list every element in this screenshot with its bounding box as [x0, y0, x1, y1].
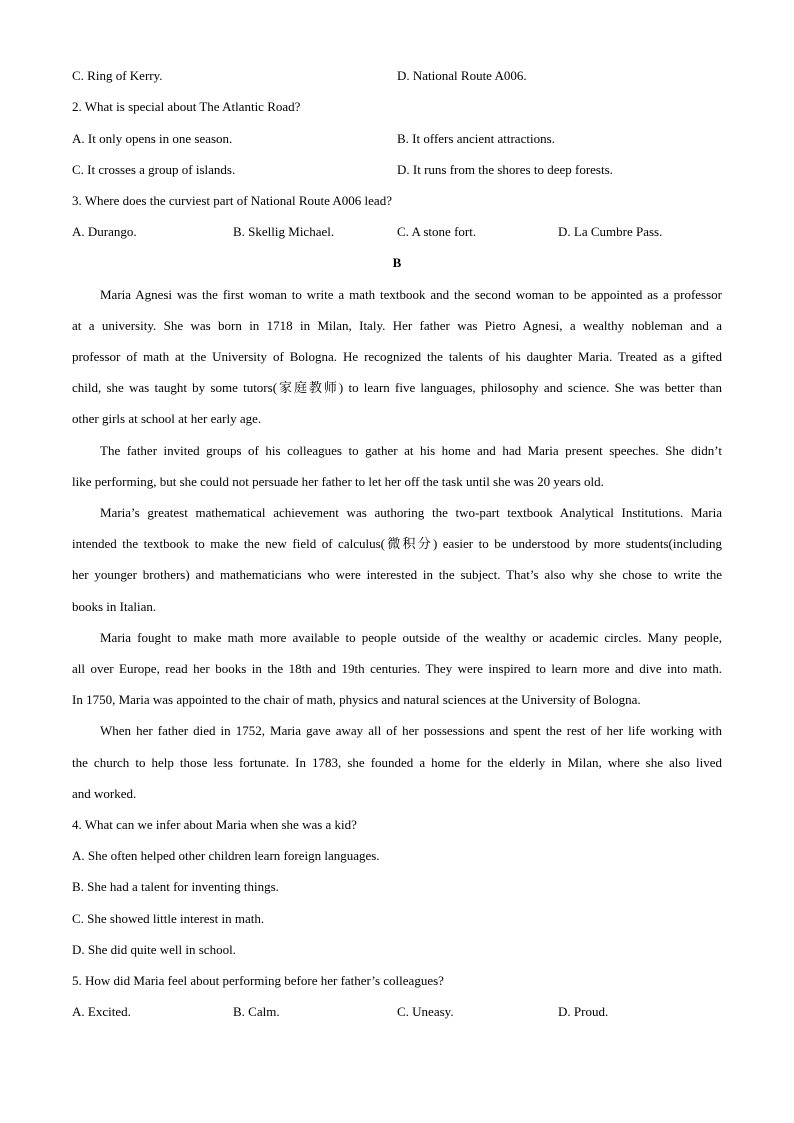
passage-p5-line: and worked.: [72, 786, 137, 801]
q4-stem: 4. What can we infer about Maria when she was a kid?: [72, 817, 357, 832]
passage-p3-line: intended the textbook to make the new field of calculus(微积分) easier to be understood by more students(including: [72, 536, 722, 551]
q3-option-a: A. Durango.: [72, 224, 137, 239]
passage-p2-line: like performing, but she could not persuade her father to let her off the task until she was 20 years old.: [72, 474, 604, 489]
passage-p2-line: The father invited groups of his colleagues to gather at his home and had Maria present speeches. She didn’t: [100, 443, 722, 458]
q5-option-c: C. Uneasy.: [397, 1004, 454, 1019]
q5-option-b: B. Calm.: [233, 1004, 280, 1019]
passage-p1-line: Maria Agnesi was the first woman to write a math textbook and the second woman to be appointed as a professor: [100, 287, 722, 302]
q4-option-d: D. She did quite well in school.: [72, 942, 236, 957]
passage-p1-line: professor of math at the University of Bologna. He recognized the talents of his daughter Maria. Treated as a gifted: [72, 349, 722, 364]
q4-option-b: B. She had a talent for inventing things.: [72, 879, 279, 894]
passage-p3-line: Maria’s greatest mathematical achievement was authoring the two-part textbook Analytical Institutions. Maria: [100, 505, 722, 520]
q3-option-c: C. A stone fort.: [397, 224, 477, 239]
passage-p4-line: In 1750, Maria was appointed to the chair of math, physics and natural sciences at the University of Bologna.: [72, 692, 641, 707]
q3-option-d: D. La Cumbre Pass.: [558, 224, 663, 239]
q5-option-d: D. Proud.: [558, 1004, 609, 1019]
q2-option-c: C. It crosses a group of islands.: [72, 162, 236, 177]
q3-option-b: B. Skellig Michael.: [233, 224, 335, 239]
q4-option-a: A. She often helped other children learn foreign languages.: [72, 848, 380, 863]
passage-p3-line: books in Italian.: [72, 599, 157, 614]
passage-p1-line: child, she was taught by some tutors(家庭教师) to learn five languages, philosophy and science. She was better than: [72, 380, 722, 395]
q3-stem: 3. Where does the curviest part of National Route A006 lead?: [72, 193, 392, 208]
q1-option-c: C. Ring of Kerry.: [72, 68, 163, 83]
q1-option-d: D. National Route A006.: [397, 68, 527, 83]
passage-p3-line: her younger brothers) and mathematicians who were interested in the subject. That’s also why she chose to write the: [72, 567, 722, 582]
q2-option-b: B. It offers ancient attractions.: [397, 131, 555, 146]
q2-option-d: D. It runs from the shores to deep forests.: [397, 162, 613, 177]
q2-stem: 2. What is special about The Atlantic Road?: [72, 99, 301, 114]
section-heading-b: B: [392, 255, 402, 270]
passage-p1-line: at a university. She was born in 1718 in Milan, Italy. Her father was Pietro Agnesi, a wealthy nobleman and a: [72, 318, 722, 333]
passage-p4-line: all over Europe, read her books in the 18th and 19th centuries. They were inspired to learn more and dive into math.: [72, 661, 722, 676]
q4-option-c: C. She showed little interest in math.: [72, 911, 265, 926]
passage-p1-line: other girls at school at her early age.: [72, 411, 262, 426]
passage-p4-line: Maria fought to make math more available to people outside of the wealthy or academic circles. Many people,: [100, 630, 722, 645]
q5-option-a: A. Excited.: [72, 1004, 131, 1019]
passage-p5-line: When her father died in 1752, Maria gave away all of her possessions and spent the rest of her life working with: [100, 723, 722, 738]
q2-option-a: A. It only opens in one season.: [72, 131, 233, 146]
passage-p5-line: the church to help those less fortunate. In 1783, she founded a home for the elderly in Milan, where she also lived: [72, 755, 722, 770]
q5-stem: 5. How did Maria feel about performing before her father’s colleagues?: [72, 973, 444, 988]
